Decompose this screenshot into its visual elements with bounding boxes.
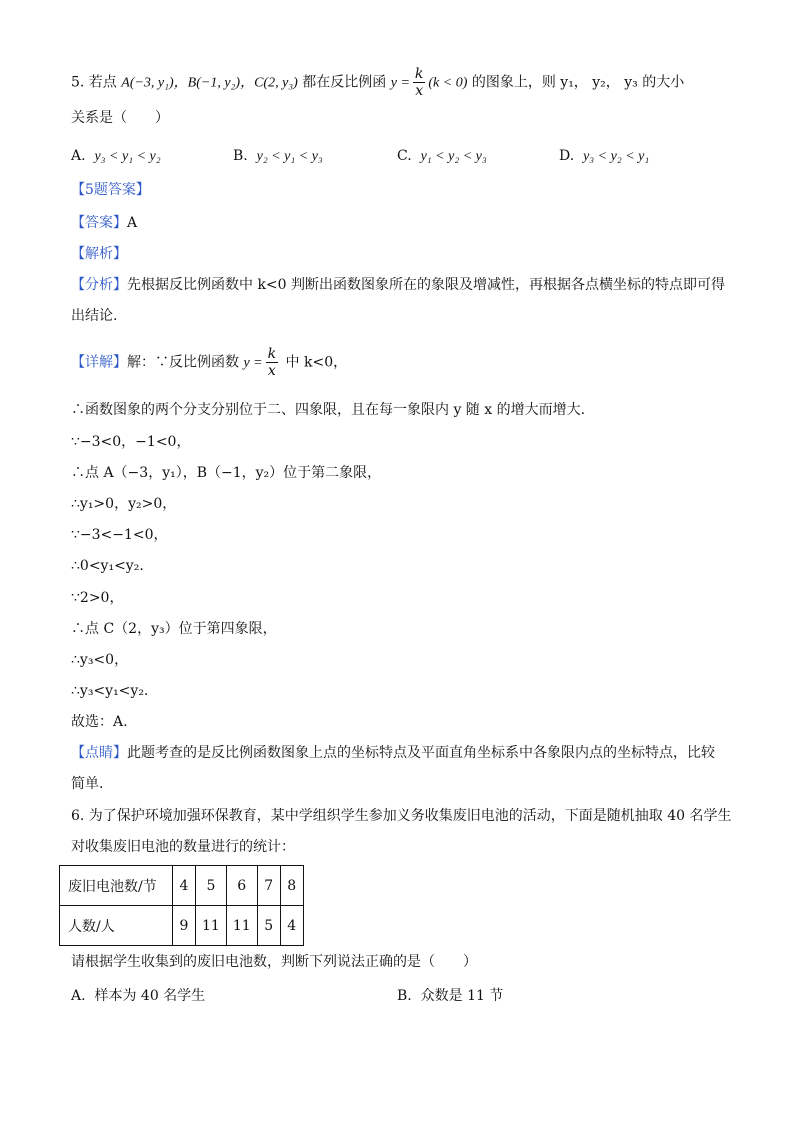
q6-question: 请根据学生收集到的废旧电池数，判断下列说法正确的是（ ） <box>71 954 477 970</box>
q5-step: ∵−3<−1<0， <box>71 527 168 543</box>
table-cell: 5 <box>196 866 227 906</box>
table-header-cell: 废旧电池数/节 <box>60 866 173 906</box>
q5-option-b: B. y₂ < y₁ < y₃ <box>233 148 323 164</box>
q5-fraction: $\frac{k}{x}$ <box>414 66 424 99</box>
q5-step: ∵−3<0，−1<0， <box>71 434 191 450</box>
table-cell: 7 <box>257 866 280 906</box>
q5-step: 故选：A. <box>71 714 128 730</box>
q5-option-d: D. y₃ < y₂ < y₁ <box>559 148 650 164</box>
table-cell: 9 <box>173 906 196 946</box>
table-row <box>60 906 304 946</box>
table-cell: 5 <box>257 906 280 946</box>
q5-dianjing-line2: 简单. <box>71 776 104 792</box>
q5-step: ∵2>0， <box>71 590 124 606</box>
q6-stem-line2: 对收集废旧电池的数量进行的统计： <box>71 839 295 855</box>
q5-func-cond: (k < 0) <box>428 75 468 91</box>
table-row <box>60 866 304 906</box>
q5-analysis-header: 【解析】 <box>71 246 127 262</box>
q5-answer: 【答案】A <box>71 215 138 231</box>
q5-step: ∴点 A（−3，y₁），B（−1，y₂）位于第二象限， <box>71 465 382 481</box>
q5-option-a: A. y₃ < y₁ < y₂ <box>71 148 161 164</box>
q5-func-lhs: y = <box>390 75 410 91</box>
q5-fenxi-line2: 出结论. <box>71 308 118 324</box>
q5-step: ∴点 C（2，y₃）位于第四象限， <box>71 621 277 637</box>
table-cell: 8 <box>280 866 303 906</box>
q5-stem-line2: 关系是（ ） <box>71 110 169 126</box>
q5-dianjing-line1: 【点睛】此题考查的是反比例函数图象上点的坐标特点及平面直角坐标系中各象限内点的坐标特点，比较 <box>71 745 715 761</box>
q5-stem-line1: 5. 若点 A(−3, y₁)，B(−1, y₂)，C(2, y₃) 都在反比例函 y = $\frac{k}{x}$ (k < 0) 的图象上，则 y₁， y₂， y₃ 的大小 <box>71 66 685 99</box>
q6-option-b: B. 众数是 11 节 <box>397 988 504 1004</box>
q5-step: ∴y₁>0，y₂>0， <box>71 496 177 512</box>
q5-step: ∴函数图象的两个分支分别位于二、四象限，且在每一象限内 y 随 x 的增大而增大. <box>71 402 586 418</box>
q6-stats-table <box>59 865 304 946</box>
q5-answer-header: 【5题答案】 <box>71 182 150 198</box>
table-cell: 4 <box>173 866 196 906</box>
table-cell: 11 <box>196 906 227 946</box>
q5-fenxi-line1: 【分析】先根据反比例函数中 k<0 判断出函数图象所在的象限及增减性，再根据各点横坐标的特点即可得 <box>71 277 726 293</box>
table-cell: 4 <box>280 906 303 946</box>
table-cell: 11 <box>226 906 257 946</box>
table-cell: 6 <box>226 866 257 906</box>
q6-option-a: A. 样本为 40 名学生 <box>71 988 206 1004</box>
q5-step: ∴y₃<0， <box>71 652 129 668</box>
q5-option-c: C. y₁ < y₂ < y₃ <box>397 148 487 164</box>
q5-step: ∴0<y₁<y₂. <box>71 558 144 574</box>
q5-step: ∴y₃<y₁<y₂. <box>71 683 149 699</box>
q6-stem-line1: 6. 为了保护环境加强环保教育，某中学组织学生参加义务收集废旧电池的活动，下面是随机抽取 40 名学生 <box>71 808 732 824</box>
q5-detail-fraction: $\frac{k}{x}$ <box>267 346 277 379</box>
q5-points: A(−3, y₁)，B(−1, y₂)，C(2, y₃) <box>121 75 298 91</box>
q5-detail: 【详解】解：∵反比例函数 y = $\frac{k}{x}$ 中 k<0， <box>71 346 348 379</box>
table-header-cell: 人数/人 <box>60 906 173 946</box>
